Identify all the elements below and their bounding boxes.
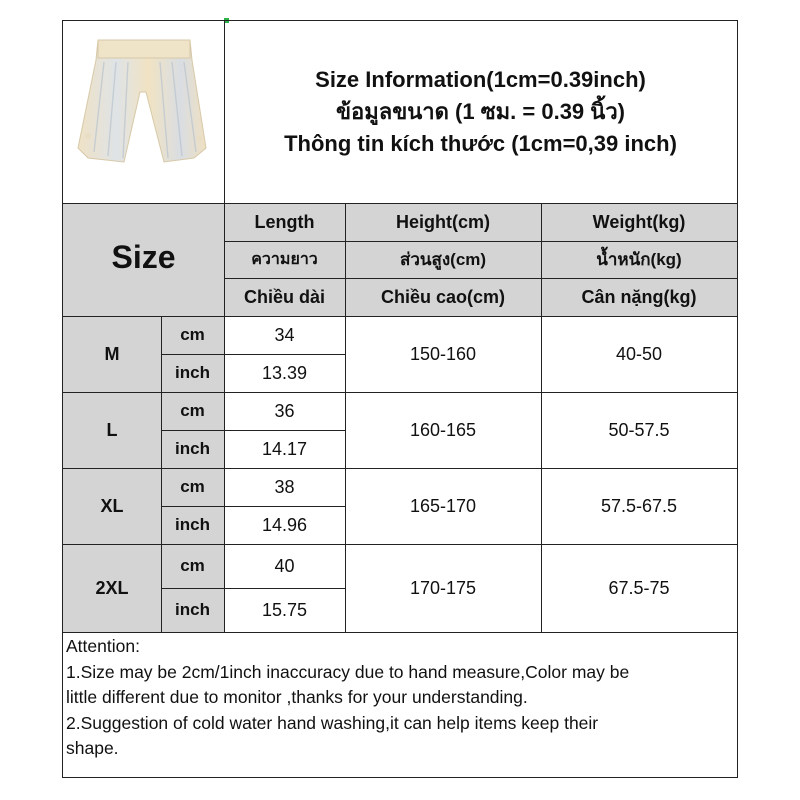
length-cm-2xl: 40 — [274, 555, 295, 576]
length-inch-l: 14.17 — [261, 438, 308, 459]
weight-range-m: 40-50 — [615, 343, 663, 364]
size-info-vietnamese: Thông tin kích thước (1cm=0,39 inch) — [284, 130, 677, 156]
height-header-en: Height(cm) — [396, 211, 490, 232]
length-inch-m: 13.39 — [261, 362, 308, 383]
size-label-xl: XL — [100, 495, 124, 516]
size-info-thai: ข้อมูลขนาด (1 ซม. = 0.39 นิ้ว) — [335, 98, 625, 124]
length-inch-xl: 14.96 — [261, 514, 308, 535]
attention-line: little different due to monitor ,thanks for your understanding. — [66, 687, 528, 707]
attention-line: 2.Suggestion of cold water hand washing,it can help items keep their — [66, 712, 599, 733]
size-label-m: M — [104, 343, 120, 364]
attention-line: 1.Size may be 2cm/1inch inaccuracy due to hand measure,Color may be — [66, 661, 630, 682]
length-header-en: Length — [254, 211, 315, 232]
weight-header-vi: Cân nặng(kg) — [581, 286, 697, 307]
length-cm-m: 34 — [274, 324, 295, 345]
unit-cm: cm — [180, 477, 205, 496]
unit-cm: cm — [180, 556, 205, 575]
length-cm-xl: 38 — [274, 476, 295, 497]
height-range-xl: 165-170 — [409, 495, 477, 516]
weight-range-2xl: 67.5-75 — [608, 577, 670, 598]
size-label-2xl: 2XL — [95, 577, 129, 598]
size-label-l: L — [106, 419, 118, 440]
height-header-vi: Chiều cao(cm) — [380, 286, 506, 307]
weight-range-l: 50-57.5 — [608, 419, 670, 440]
length-inch-2xl: 15.75 — [261, 599, 308, 620]
weight-header-th: น้ำหนัก(kg) — [596, 250, 682, 269]
length-header-vi: Chiều dài — [243, 286, 325, 307]
size-info-english: Size Information(1cm=0.39inch) — [315, 66, 646, 92]
unit-inch: inch — [175, 515, 210, 534]
unit-cm: cm — [180, 401, 205, 420]
unit-inch: inch — [175, 439, 210, 458]
attention-notes — [66, 634, 730, 762]
unit-inch: inch — [175, 600, 210, 619]
length-cm-l: 36 — [274, 400, 295, 421]
size-information-block — [224, 20, 737, 203]
height-range-2xl: 170-175 — [409, 577, 477, 598]
unit-cm: cm — [180, 325, 205, 344]
weight-range-xl: 57.5-67.5 — [600, 495, 678, 516]
unit-inch: inch — [175, 363, 210, 382]
height-header-th: ส่วนสูง(cm) — [399, 250, 487, 269]
length-header-th: ความยาว — [251, 251, 318, 268]
size-title: Size — [111, 239, 176, 275]
height-range-m: 150-160 — [409, 343, 477, 364]
weight-header-en: Weight(kg) — [592, 211, 686, 232]
attention-heading: Attention: — [66, 636, 140, 656]
height-range-l: 160-165 — [409, 419, 477, 440]
attention-line: shape. — [66, 738, 119, 758]
